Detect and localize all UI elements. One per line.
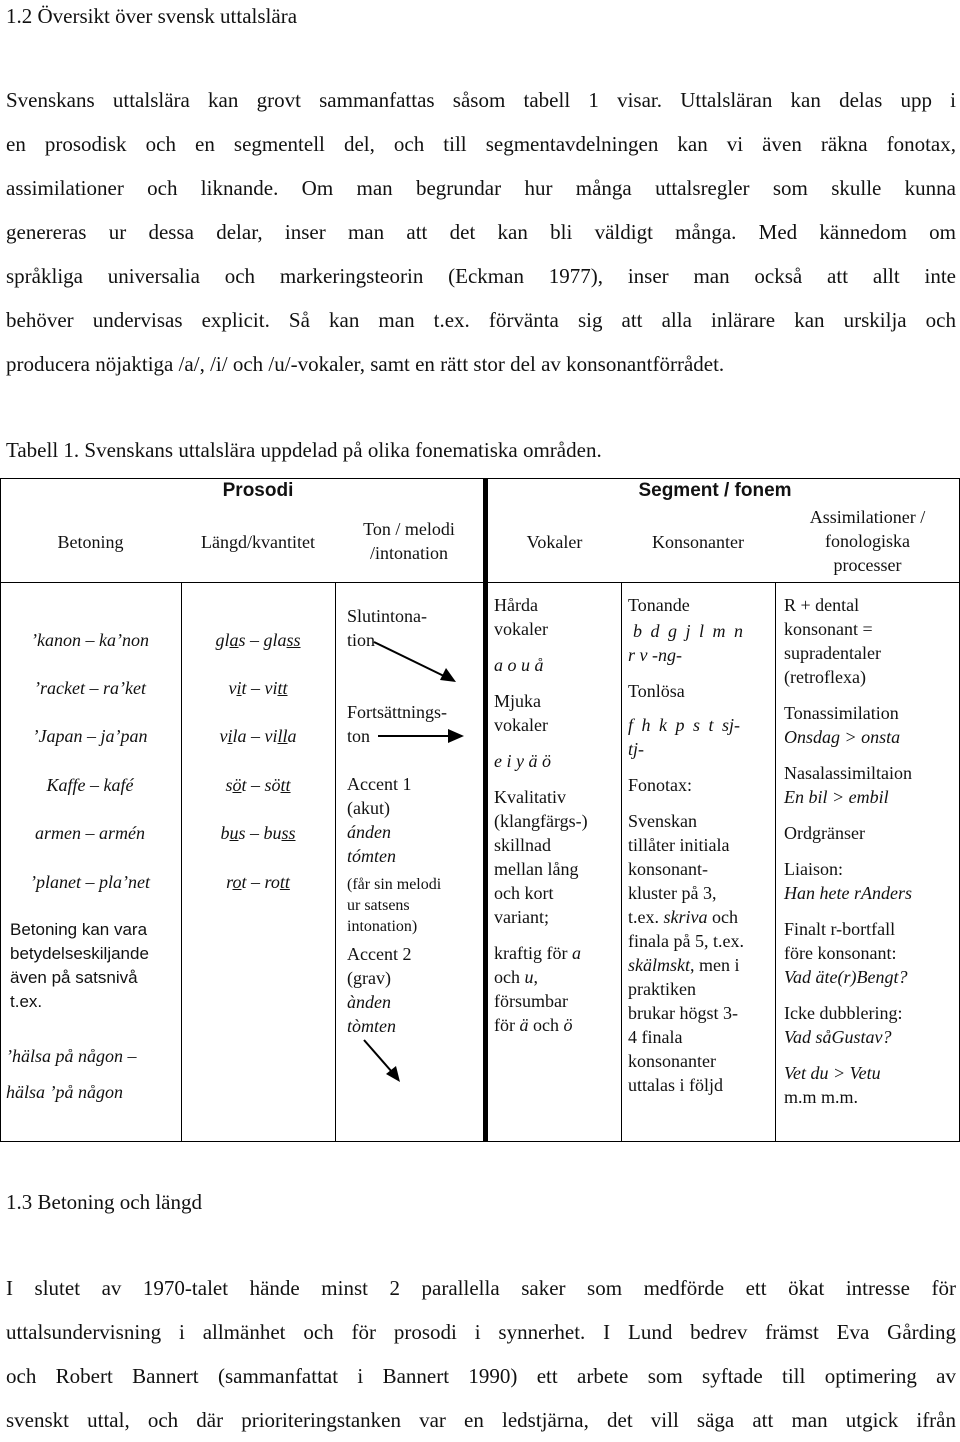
vokal-line: (klangfärgs-) bbox=[494, 811, 588, 831]
paragraph-line: uttalsundervisning i allmänhet och för prosodi i synnerhet. I Lund bedrev främst Eva Gårding bbox=[6, 1320, 956, 1344]
word-part: b bbox=[220, 823, 230, 843]
text: t.ex. bbox=[628, 907, 664, 927]
word-part: s bbox=[225, 775, 233, 795]
accent-sub: (grav) bbox=[347, 968, 391, 988]
kons-line: Fonotax: bbox=[628, 775, 693, 795]
text: , bbox=[533, 967, 538, 987]
long-sound: i bbox=[236, 678, 242, 698]
ton-line: ton bbox=[347, 726, 371, 746]
word: ja’pan bbox=[100, 726, 148, 746]
betoning-pair: ’Japan – ja’pan bbox=[32, 726, 148, 746]
table-caption: Tabell 1. Svenskans uttalslära uppdelad på olika fonematiska områden. bbox=[6, 438, 602, 462]
word: armén bbox=[99, 823, 145, 843]
word: ’planet bbox=[30, 872, 81, 892]
langd-pair: vit – vitt bbox=[228, 678, 288, 698]
assim-line: Ordgränser bbox=[784, 823, 865, 843]
header-assimilationer bbox=[775, 505, 960, 577]
kons-line: konsonanter bbox=[628, 1051, 716, 1071]
word-part: s bbox=[238, 630, 246, 650]
kons-line: konsonant- bbox=[628, 859, 708, 879]
header-separator bbox=[0, 582, 960, 583]
header-langd: Längd/kvantitet bbox=[201, 532, 315, 552]
betoning-example bbox=[6, 1038, 181, 1110]
word: ka’non bbox=[99, 630, 149, 650]
paragraph-line: och Robert Bannert (sammanfattat i Bannert 1990) ett arbete som syftade till optimering av bbox=[6, 1364, 956, 1388]
word-part: v bbox=[228, 678, 237, 698]
section-heading-1-2: 1.2 Översikt över svensk uttalslära bbox=[6, 4, 298, 28]
header-konsonanter: Konsonanter bbox=[652, 532, 744, 552]
text: skriva bbox=[663, 907, 708, 927]
langd-pair: glas – glass bbox=[215, 630, 301, 650]
vokal-line: Kvalitativ bbox=[494, 787, 566, 807]
tonande-list: r v -ng- bbox=[628, 645, 682, 665]
header-ton-line: Ton / melodi bbox=[363, 519, 455, 539]
assim-line: Icke dubblering: bbox=[784, 1003, 903, 1023]
paragraph-line: I slutet av 1970-talet hände minst 2 parallella saker som medförde ett ökat intresse för bbox=[6, 1276, 956, 1300]
text: ö bbox=[563, 1015, 573, 1035]
paragraph-line: assimilationer och liknande. Om man begrundar hur många uttalsregler som skulle kunna bbox=[6, 176, 956, 200]
word: ’Japan bbox=[32, 726, 83, 746]
phonology-table bbox=[0, 478, 960, 1142]
betoning-pair: ’kanon – ka’non bbox=[31, 630, 149, 650]
section-heading-1-3: 1.3 Betoning och längd bbox=[6, 1190, 202, 1214]
long-sound: tt bbox=[277, 678, 288, 698]
assim-example: Vad äte(r)Bengt? bbox=[784, 967, 908, 987]
kons-line: uttalas i följd bbox=[628, 1075, 723, 1095]
word-part: sö bbox=[264, 775, 281, 795]
assim-line: Nasalassimiltaion bbox=[784, 763, 912, 783]
paragraph-line: språkliga universalia och markeringsteorin (Eckman 1977), inser man också att allt inte bbox=[6, 264, 956, 288]
betoning-pair: Kaffe – kafé bbox=[46, 775, 134, 795]
harda-list: a o u å bbox=[494, 655, 544, 675]
note-line: Betoning kan vara bbox=[10, 920, 148, 939]
vokal-line: och kort bbox=[494, 883, 554, 903]
word-part: v bbox=[219, 726, 228, 746]
note-line: ur satsens bbox=[347, 897, 410, 914]
word-part: a bbox=[287, 726, 297, 746]
falling-arrow-icon bbox=[370, 636, 460, 686]
header-assim-line: fonologiska bbox=[825, 531, 910, 551]
accent-example: ánden bbox=[347, 822, 391, 842]
tonlosa-list: f h k p s t sj- bbox=[628, 715, 740, 735]
text: a bbox=[571, 943, 581, 963]
accent-label: Accent 1 bbox=[347, 774, 412, 794]
header-vokaler: Vokaler bbox=[526, 532, 583, 552]
vokal-line: vokaler bbox=[494, 619, 548, 639]
word-part: vi bbox=[264, 678, 278, 698]
text: ä bbox=[519, 1015, 529, 1035]
header-ton bbox=[335, 517, 483, 565]
kons-line: 4 finala bbox=[628, 1027, 683, 1047]
column-divider bbox=[335, 582, 336, 1142]
example-line: hälsa ’på någon bbox=[6, 1082, 123, 1102]
long-sound: a bbox=[229, 630, 239, 650]
example-line: ’hälsa på någon – bbox=[6, 1046, 137, 1066]
assim-line: Finalt r-bortfall bbox=[784, 919, 896, 939]
assim-line: supradentaler bbox=[784, 643, 881, 663]
kons-line: tillåter initiala bbox=[628, 835, 730, 855]
header-betoning: Betoning bbox=[57, 532, 124, 552]
assim-line: (retroflexa) bbox=[784, 667, 866, 687]
text: u bbox=[524, 967, 534, 987]
word-part: gla bbox=[263, 630, 287, 650]
word-part: t bbox=[241, 872, 247, 892]
word: ra’ket bbox=[102, 678, 146, 698]
ton-accent2 bbox=[347, 942, 483, 1038]
word: kafé bbox=[103, 775, 134, 795]
header-assim-line: processer bbox=[833, 555, 902, 575]
vokal-line bbox=[494, 1013, 621, 1037]
long-sound: tt bbox=[279, 872, 290, 892]
word-part: t bbox=[241, 775, 247, 795]
word-part: t bbox=[241, 678, 247, 698]
langd-pair: vila – villa bbox=[219, 726, 297, 746]
betoning-pair: ’planet – pla’net bbox=[30, 872, 150, 892]
vokal-line: mellan lång bbox=[494, 859, 579, 879]
accent-example: tòmten bbox=[347, 1016, 396, 1036]
header-assim-line: Assimilationer / bbox=[809, 507, 926, 527]
vokal-line: variant; bbox=[494, 907, 549, 927]
section2-paragraph bbox=[6, 1266, 956, 1442]
betoning-note bbox=[10, 918, 180, 1014]
vokal-line: försumbar bbox=[494, 991, 568, 1011]
falling-steep-arrow-icon bbox=[360, 1036, 410, 1088]
text: skälmskt bbox=[628, 955, 690, 975]
vokal-line bbox=[494, 965, 621, 989]
kons-line: kluster på 3, bbox=[628, 883, 717, 903]
kons-line: finala på 5, t.ex. bbox=[628, 931, 744, 951]
word: pla’net bbox=[99, 872, 150, 892]
assim-line: konsonant = bbox=[784, 619, 873, 639]
assim-example: Onsdag > onsta bbox=[784, 727, 901, 747]
vokal-line bbox=[494, 941, 621, 965]
assim-example: Vad såGustav? bbox=[784, 1027, 892, 1047]
note-line: t.ex. bbox=[10, 992, 43, 1011]
word-part: bu bbox=[263, 823, 282, 843]
assimilationer-cell bbox=[784, 593, 956, 1109]
assim-line: m.m m.m. bbox=[784, 1087, 859, 1107]
long-sound: i bbox=[227, 726, 233, 746]
paragraph-line: svenskt uttal, och där prioriteringstanken var en ledstjärna, det vill säga att man utgick ifrån bbox=[6, 1408, 956, 1432]
level-arrow-icon bbox=[376, 726, 466, 746]
text: , men i bbox=[690, 955, 740, 975]
paragraph-line: producera nöjaktiga /a/, /i/ och /u/-vokaler, samt en rätt stor del av konsonantförrådet. bbox=[6, 352, 725, 376]
accent-example: ànden bbox=[347, 992, 391, 1012]
assim-line: före konsonant: bbox=[784, 943, 897, 963]
langd-pair: bus – buss bbox=[220, 823, 296, 843]
ton-line: tion bbox=[347, 630, 376, 650]
word: ’racket bbox=[34, 678, 85, 698]
vokaler-cell bbox=[494, 593, 621, 1037]
accent-sub: (akut) bbox=[347, 798, 390, 818]
vokal-line: vokaler bbox=[494, 715, 548, 735]
langd-pair: söt – sött bbox=[225, 775, 291, 795]
langd-pair: rot – rott bbox=[226, 872, 290, 892]
accent-label: Accent 2 bbox=[347, 944, 412, 964]
long-sound: tt bbox=[280, 775, 291, 795]
text: och bbox=[494, 967, 525, 987]
long-sound: ll bbox=[277, 726, 288, 746]
word-part: ro bbox=[264, 872, 280, 892]
word-part: s bbox=[238, 823, 246, 843]
word-part: gl bbox=[215, 630, 230, 650]
long-sound: ö bbox=[232, 775, 242, 795]
note-line: (får sin melodi bbox=[347, 876, 442, 893]
header-ton-line: /intonation bbox=[370, 543, 448, 563]
kons-line: Svenskan bbox=[628, 811, 697, 831]
kons-line bbox=[628, 905, 773, 929]
assim-example: Han hete rAnders bbox=[784, 883, 912, 903]
note-line: även på satsnivå bbox=[10, 968, 138, 987]
betoning-pair: ’racket – ra’ket bbox=[34, 678, 146, 698]
word-part: la bbox=[232, 726, 247, 746]
note-line: intonation) bbox=[347, 918, 418, 935]
mjuka-list: e i y ä ö bbox=[494, 751, 551, 771]
column-divider bbox=[181, 582, 182, 1142]
paragraph-line: genereras ur dessa delar, inser man att det kan bli väldigt många. Med kännedom om bbox=[6, 220, 956, 244]
table-border bbox=[0, 478, 1, 1142]
betoning-pair: armen – armén bbox=[35, 823, 145, 843]
table-border bbox=[0, 478, 960, 479]
konsonanter-cell bbox=[628, 593, 773, 1097]
column-divider bbox=[621, 582, 622, 1142]
assim-line: Tonassimilation bbox=[784, 703, 899, 723]
vokal-line: Mjuka bbox=[494, 691, 541, 711]
group-header-prosodi: Prosodi bbox=[222, 480, 294, 501]
tonande-list: b d g j l m n bbox=[633, 621, 744, 641]
long-sound: ss bbox=[286, 630, 301, 650]
assim-example: Vet du > Vetu bbox=[784, 1063, 881, 1083]
ton-line: Fortsättnings- bbox=[347, 702, 448, 722]
ton-melodi-note bbox=[347, 874, 483, 937]
paragraph-line: Svenskans uttalslära kan grovt sammanfattas såsom tabell 1 visar. Uttalsläran kan delas upp i bbox=[6, 88, 956, 112]
column-divider bbox=[775, 582, 776, 1142]
kons-line bbox=[628, 953, 773, 977]
word: armen bbox=[35, 823, 81, 843]
group-header-segment bbox=[600, 480, 830, 502]
thick-group-divider bbox=[483, 478, 488, 1142]
text: för bbox=[494, 1015, 520, 1035]
paragraph-line: en prosodisk och en segmentell del, och till segmentavdelningen kan vi även räkna fonotax, bbox=[6, 132, 956, 156]
assim-line: R + dental bbox=[784, 595, 860, 615]
text: och bbox=[528, 1015, 564, 1035]
tonlosa-list: tj- bbox=[628, 739, 644, 759]
word: Kaffe bbox=[46, 775, 86, 795]
assim-example: En bil > embil bbox=[784, 787, 889, 807]
text: och bbox=[707, 907, 738, 927]
ton-line: Slutintona- bbox=[347, 606, 427, 626]
long-sound: ss bbox=[281, 823, 296, 843]
kons-line: Tonande bbox=[628, 595, 690, 615]
long-sound: u bbox=[229, 823, 239, 843]
word-part: r bbox=[226, 872, 233, 892]
accent-example: tómten bbox=[347, 846, 396, 866]
intro-paragraph bbox=[6, 78, 956, 386]
long-sound: o bbox=[232, 872, 242, 892]
word: ’kanon bbox=[31, 630, 81, 650]
kons-line: praktiken bbox=[628, 979, 696, 999]
word-part: vi bbox=[264, 726, 278, 746]
table-border bbox=[0, 1141, 960, 1142]
segment-label: Segment / fonem bbox=[638, 480, 792, 501]
vokal-line: skillnad bbox=[494, 835, 551, 855]
vokal-line: Hårda bbox=[494, 595, 538, 615]
assim-line: Liaison: bbox=[784, 859, 843, 879]
kons-line: brukar högst 3- bbox=[628, 1003, 738, 1023]
kons-line: Tonlösa bbox=[628, 681, 685, 701]
ton-accent1 bbox=[347, 772, 483, 868]
note-line: betydelseskiljande bbox=[10, 944, 149, 963]
text: kraftig för bbox=[494, 943, 572, 963]
paragraph-line: behöver undervisas explicit. Så kan man t.ex. förvänta sig att alla inlärare kan urskilja och bbox=[6, 308, 956, 332]
